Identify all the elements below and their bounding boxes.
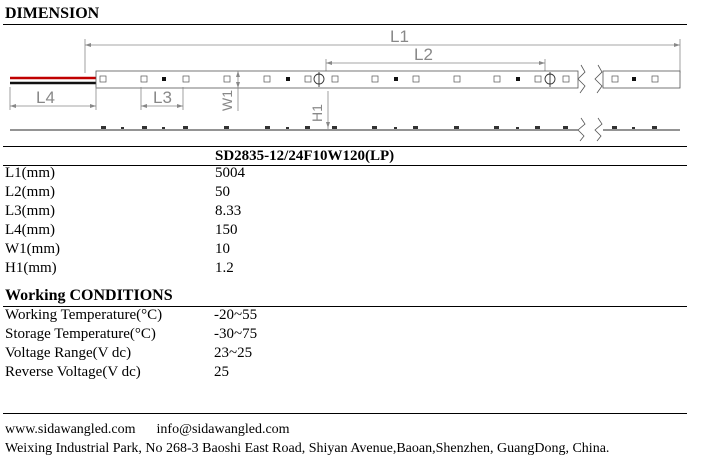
condition-row-storage-temp [5,325,685,344]
spec-label: L2(mm) [5,184,55,200]
condition-label: Storage Temperature(°C) [5,326,156,342]
model-number: SD2835-12/24F10W120(LP) [215,148,395,164]
spec-label: L3(mm) [5,203,55,219]
spec-value: 1.2 [215,260,234,276]
condition-label: Reverse Voltage(V dc) [5,364,141,380]
condition-label: Voltage Range(V dc) [5,345,132,361]
l2-label: L2 [414,45,433,64]
spec-row-l1 [5,164,685,183]
spec-value: 50 [215,184,230,200]
spec-row-l2 [5,183,685,202]
email-link[interactable]: info@sidawangled.com [156,422,290,437]
spec-row-w1 [5,240,685,259]
spec-value: 8.33 [215,203,242,219]
spec-label: W1(mm) [5,241,60,257]
footer-contact-line [5,421,290,438]
footer-address: Weixing Industrial Park, No 268-3 Baoshi East Road, Shiyan Avenue,Baoan,Shenzhen, GuangDong, China. [5,441,610,456]
spec-label: L4(mm) [5,222,55,238]
working-conditions-heading: Working CONDITIONS [5,287,173,304]
condition-row-reverse-voltage [5,363,685,382]
spec-label: L1(mm) [5,165,55,181]
l4-label: L4 [36,88,55,107]
spec-label: H1(mm) [5,260,57,276]
condition-value: 23~25 [214,345,253,361]
footer-rule [3,413,687,414]
condition-value: 25 [214,364,229,380]
led-strip-dimension-diagram [0,25,709,147]
w1-label: W1 [219,90,235,111]
l3-label: L3 [153,88,172,107]
condition-label: Working Temperature(°C) [5,307,163,323]
spec-row-h1 [5,259,685,278]
spec-row-l3 [5,202,685,221]
condition-row-voltage-range [5,344,685,363]
spec-table-top-rule [3,146,687,147]
spec-value: 150 [215,222,238,238]
website-link[interactable]: www.sidawangled.com [5,422,136,437]
dimension-heading: DIMENSION [5,5,100,22]
spec-value: 5004 [215,165,245,181]
condition-value: -30~75 [214,326,258,342]
spec-value: 10 [215,241,230,257]
spec-row-l4 [5,221,685,240]
l1-label: L1 [390,27,409,46]
condition-row-working-temp [5,306,685,325]
h1-label: H1 [309,104,325,122]
condition-value: -20~55 [214,307,258,323]
